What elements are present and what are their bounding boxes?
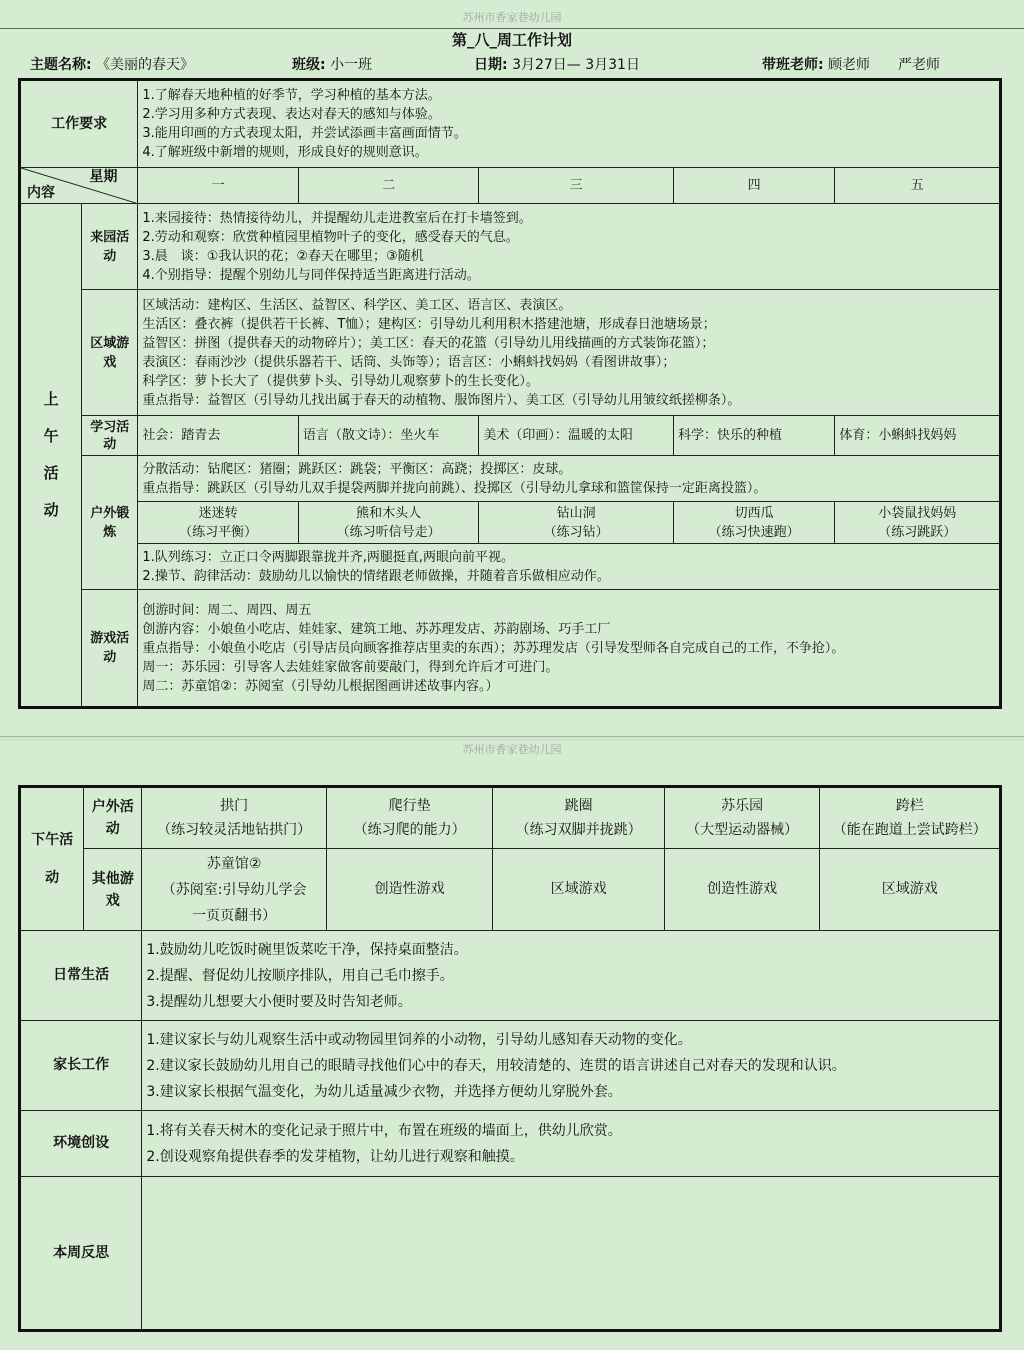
pm-outdoor-monday: 拱门 （练习较灵活地钻拱门） <box>142 787 327 849</box>
requirement-item: 4.了解班级中新增的规则，形成良好的规则意识。 <box>142 145 428 160</box>
reflection-label: 本周反思 <box>20 1177 142 1331</box>
teacher-value: 顾老师 严老师 <box>828 57 941 73</box>
area-item: 科学区：萝卜长大了（提供萝卜头、引导幼儿观察萝卜的生长变化）。 <box>142 373 539 389</box>
pm-outdoor-friday: 跨栏 （能在跑道上尝试跨栏） <box>820 787 1001 849</box>
reflection-row <box>20 1177 1001 1331</box>
day-tuesday: 二 <box>298 168 479 204</box>
environment-content <box>142 1111 1001 1177</box>
weekday-content-corner <box>20 168 138 204</box>
morning-activities-label: 上 午 活 动 <box>20 204 82 708</box>
games-item: 周二：苏童馆②：苏阅室（引导幼儿根据图画讲述故事内容。） <box>142 678 499 694</box>
games-item: 重点指导：小娘鱼小吃店（引导店员向顾客推荐店里卖的东西）；苏苏理发店（引导发型师各自完成自己的工作，不争抢）。 <box>142 640 845 656</box>
day-thursday: 四 <box>673 168 834 204</box>
theme-meta: 主题名称: 《美丽的春天》 <box>30 57 195 73</box>
pm-outdoor-thursday: 苏乐园 （大型运动器械） <box>664 787 819 849</box>
pm-other-thursday: 创造性游戏 <box>664 849 819 931</box>
arrival-label: 来园活动 <box>82 204 138 290</box>
games-item: 创游时间：周二、周四、周五 <box>142 602 312 618</box>
date-value: 3月27日— 3月31日 <box>512 57 640 73</box>
area-games-row <box>20 290 1001 416</box>
outdoor-item: 2.操节、韵律活动：鼓励幼儿以愉快的情绪跟老师做操，并随着音乐做相应动作。 <box>142 568 610 584</box>
afternoon-other-row <box>20 849 1001 931</box>
outdoor-bottom-row <box>20 544 1001 590</box>
afternoon-outdoor-row <box>20 787 1001 849</box>
pm-other-monday: 苏童馆② （苏阅室:引导幼儿学会 一页页翻书） <box>142 849 327 931</box>
daily-life-label: 日常生活 <box>20 931 142 1021</box>
games-item: 周一：苏乐园：引导客人去娃娃家做客前要敲门，得到允许后才可进门。 <box>142 659 559 675</box>
day-monday: 一 <box>138 168 298 204</box>
games-item: 创游内容：小娘鱼小吃店、娃娃家、建筑工地、苏苏理发店、苏韵剧场、巧手工厂 <box>142 621 611 637</box>
outdoor-top-content <box>138 456 1001 502</box>
date-meta: 日期: 3月27日— 3月31日 <box>474 57 640 73</box>
arrival-content <box>138 204 1001 290</box>
afternoon-activities-label: 下午活动 <box>20 787 84 931</box>
outdoor-tuesday: 熊和木头人 （练习听信号走） <box>298 502 479 544</box>
outdoor-monday: 迷迷转 （练习平衡） <box>138 502 298 544</box>
games-row <box>20 590 1001 708</box>
arrival-item: 3.晨 谈：①我认识的花；②春天在哪里；③随机 <box>142 248 424 264</box>
arrival-item: 1.来园接待：热情接待幼儿，并提醒幼儿走进教室后在打卡墙签到。 <box>142 210 532 226</box>
study-row <box>20 416 1001 456</box>
afternoon-outdoor-label: 户外活动 <box>84 787 142 849</box>
day-friday: 五 <box>835 168 1001 204</box>
outdoor-daily-row <box>20 502 1001 544</box>
school-header-page-two: 苏州市香家巷幼儿园 <box>462 743 562 756</box>
class-meta: 班级: 小一班 <box>292 57 373 73</box>
study-wednesday: 美术（印画）：温暖的太阳 <box>479 416 674 456</box>
other-games-label: 其他游戏 <box>84 849 142 931</box>
environment-label: 环境创设 <box>20 1111 142 1177</box>
work-requirements-content <box>138 80 1001 168</box>
outdoor-exercise-label: 户外锻炼 <box>82 456 138 590</box>
page-two <box>0 740 1024 1350</box>
theme-value: 《美丽的春天》 <box>96 57 195 73</box>
outdoor-item: 分散活动：钻爬区：猪圈；跳跃区：跳袋；平衡区：高跷；投掷区：皮球。 <box>142 461 572 477</box>
arrival-item: 4.个别指导：提醒个别幼儿与同伴保持适当距离进行活动。 <box>142 267 480 283</box>
study-friday: 体育：小蝌蚪找妈妈 <box>835 416 1001 456</box>
plan-title: 第_八_周工作计划 <box>0 28 1024 51</box>
parent-work-item: 2.建议家长鼓励幼儿用自己的眼睛寻找他们心中的春天，用较清楚的、连贯的语言讲述自己对春天的发现和认识。 <box>146 1057 846 1074</box>
outdoor-top-row <box>20 456 1001 502</box>
work-requirements-row <box>20 80 1001 168</box>
study-label: 学习活动 <box>82 416 138 456</box>
parent-work-content <box>142 1021 1001 1111</box>
outdoor-friday: 小袋鼠找妈妈 （练习跳跃） <box>835 502 1001 544</box>
parent-work-item: 3.建议家长根据气温变化，为幼儿适量减少衣物，并选择方便幼儿穿脱外套。 <box>146 1083 622 1100</box>
pm-other-tuesday: 创造性游戏 <box>326 849 493 931</box>
pm-other-wednesday: 区域游戏 <box>493 849 665 931</box>
requirement-item: 2.学习用多种方式表现、表达对春天的感知与体验。 <box>142 107 441 122</box>
area-item: 区域活动：建构区、生活区、益智区、科学区、美工区、语言区、表演区。 <box>142 297 572 313</box>
school-header: 苏州市香家巷幼儿园 <box>462 11 562 24</box>
parent-work-item: 1.建议家长与幼儿观察生活中或动物园里饲养的小动物，引导幼儿感知春天动物的变化。 <box>146 1031 692 1048</box>
outdoor-thursday: 切西瓜 （练习快速跑） <box>673 502 834 544</box>
requirement-item: 1.了解春天地种植的好季节，学习种植的基本方法。 <box>142 88 441 103</box>
games-label: 游戏活动 <box>82 590 138 708</box>
pm-other-friday: 区域游戏 <box>820 849 1001 931</box>
arrival-row <box>20 204 1001 290</box>
teacher-meta: 带班老师: 顾老师 严老师 <box>762 57 941 73</box>
environment-row <box>20 1111 1001 1177</box>
pm-outdoor-wednesday: 跳圈 （练习双脚并拢跳） <box>493 787 665 849</box>
arrival-item: 2.劳动和观察：欣赏种植园里植物叶子的变化，感受春天的气息。 <box>142 229 519 245</box>
daily-life-item: 1.鼓励幼儿吃饭时碗里饭菜吃干净，保持桌面整洁。 <box>146 941 468 958</box>
environment-item: 1.将有关春天树木的变化记录于照片中，布置在班级的墙面上，供幼儿欣赏。 <box>146 1122 622 1139</box>
area-item: 重点指导：益智区（引导幼儿找出属于春天的动植物、服饰图片）、美工区（引导幼儿用皱纹纸搓柳条）。 <box>142 392 741 408</box>
pm-outdoor-tuesday: 爬行垫 （练习爬的能力） <box>326 787 493 849</box>
weekly-plan-table-top <box>18 78 1002 709</box>
outdoor-bottom-content <box>138 544 1001 590</box>
class-value: 小一班 <box>330 57 373 73</box>
outdoor-item: 1.队列练习：立正口令两脚跟靠拢并齐,两腿挺直,两眼向前平视。 <box>142 549 515 565</box>
reflection-content[interactable] <box>142 1177 1001 1331</box>
daily-life-row <box>20 931 1001 1021</box>
parent-work-row <box>20 1021 1001 1111</box>
daily-life-content <box>142 931 1001 1021</box>
area-games-content <box>138 290 1001 416</box>
parent-work-label: 家长工作 <box>20 1021 142 1111</box>
study-thursday: 科学：快乐的种植 <box>673 416 834 456</box>
day-wednesday: 三 <box>479 168 674 204</box>
content-label: 内容 <box>27 185 55 201</box>
requirement-item: 3.能用印画的方式表现太阳，并尝试添画丰富画面情节。 <box>142 126 467 141</box>
area-item: 生活区：叠衣裤（提供若干长裤、T恤）；建构区：引导幼儿利用积木搭建池塘，形成春日池塘场景； <box>142 316 716 332</box>
study-tuesday: 语言（散文诗）：坐火车 <box>298 416 479 456</box>
area-item: 表演区：春雨沙沙（提供乐器若干、话筒、头饰等）；语言区：小蝌蚪找妈妈（看图讲故事）； <box>142 354 676 370</box>
area-games-label: 区域游戏 <box>82 290 138 416</box>
area-item: 益智区：拼图（提供春天的动物碎片）；美工区：春天的花篮（引导幼儿用线描画的方式装饰花篮）； <box>142 335 715 351</box>
daily-life-item: 3.提醒幼儿想要大小便时要及时告知老师。 <box>146 993 412 1010</box>
work-requirements-label: 工作要求 <box>20 80 138 168</box>
games-content <box>138 590 1001 708</box>
daily-life-item: 2.提醒、督促幼儿按顺序排队，用自己毛巾擦手。 <box>146 967 454 984</box>
weekday-label: 星期 <box>89 169 118 185</box>
outdoor-wednesday: 钻山洞 （练习钻） <box>479 502 674 544</box>
environment-item: 2.创设观察角提供春季的发芽植物，让幼儿进行观察和触摸。 <box>146 1148 524 1165</box>
weekly-plan-table-bottom <box>18 785 1002 1332</box>
weekday-header-row <box>20 168 1001 204</box>
outdoor-item: 重点指导：跳跃区（引导幼儿双手提袋两脚并拢向前跳）、投掷区（引导幼儿拿球和篮筐保持一定距离投篮）。 <box>142 480 767 496</box>
study-monday: 社会：踏青去 <box>138 416 298 456</box>
